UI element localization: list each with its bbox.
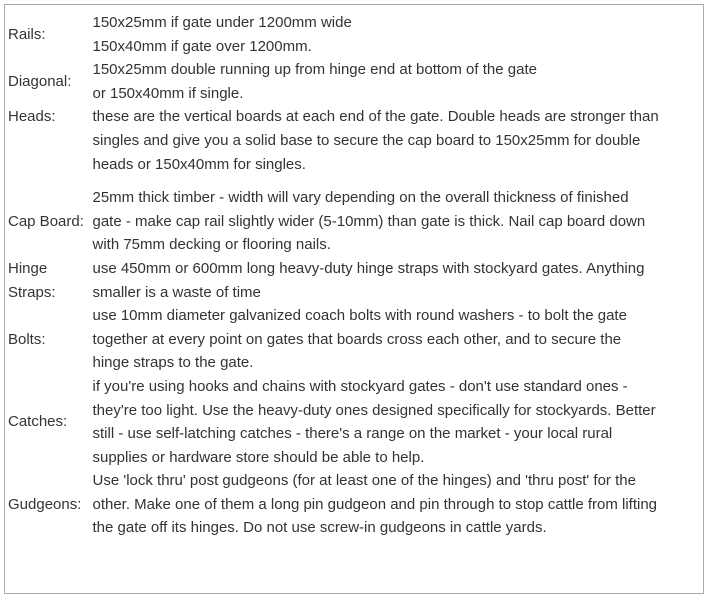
row-heads: [8, 105, 698, 176]
desc-line: supplies or hardware store should be able to help.: [92, 448, 425, 466]
desc-line: if you're using hooks and chains with stockyard gates - don't use standard ones -: [92, 377, 628, 395]
label-line: Hinge: [8, 259, 48, 277]
row-rails: [8, 11, 698, 58]
desc-line: 150x40mm if gate over 1200mm.: [92, 37, 312, 55]
desc-line: hinge straps to the gate.: [92, 354, 254, 372]
label-rails: Rails:: [8, 25, 46, 43]
label-catches: Catches:: [8, 413, 68, 431]
desc-line: heads or 150x40mm for singles.: [92, 155, 306, 173]
label-hinge-straps: [8, 257, 92, 304]
desc-line: 25mm thick timber - width will vary depending on the overall thickness of finished: [92, 189, 629, 207]
desc-diagonal: [92, 58, 698, 105]
row-bolts: [8, 304, 698, 375]
desc-rails: [92, 11, 698, 58]
row-catches: [8, 375, 698, 469]
desc-line: use 450mm or 600mm long heavy-duty hinge straps with stockyard gates. Anything: [92, 259, 645, 277]
row-hinge-straps: [8, 257, 698, 304]
desc-line: together at every point on gates that boards cross each other, and to secure the: [92, 330, 622, 348]
desc-line: singles and give you a solid base to secure the cap board to 150x25mm for double: [92, 131, 641, 149]
desc-line: gate - make cap rail slightly wider (5-10mm) than gate is thick. Nail cap board down: [92, 212, 646, 230]
desc-line: they're too light. Use the heavy-duty ones designed specifically for stockyards. Better: [92, 401, 656, 419]
label-bolts: Bolts:: [8, 330, 46, 348]
desc-line: or 150x40mm if single.: [92, 84, 244, 102]
spec-frame: [4, 4, 704, 594]
row-diagonal: [8, 58, 698, 105]
desc-line: other. Make one of them a long pin gudgeon and pin through to stop cattle from lifting: [92, 495, 658, 513]
desc-line: use 10mm diameter galvanized coach bolts with round washers - to bolt the gate: [92, 307, 627, 325]
label-line: Straps:: [8, 283, 56, 301]
row-gudgeons: [8, 469, 698, 540]
desc-line: 150x25mm double running up from hinge end at bottom of the gate: [92, 61, 537, 79]
desc-bolts: [92, 304, 698, 375]
desc-heads: [92, 105, 698, 176]
desc-hinge-straps: [92, 257, 698, 304]
desc-gudgeons: [92, 469, 698, 540]
label-gudgeons: Gudgeons:: [8, 495, 82, 513]
desc-line: the gate off its hinges. Do not use screw-in gudgeons in cattle yards.: [92, 519, 547, 537]
gate-materials-table: [8, 11, 698, 540]
row-cap-board: [8, 186, 698, 257]
desc-line: Use 'lock thru' post gudgeons (for at least one of the hinges) and 'thru post' for the: [92, 472, 636, 490]
desc-catches: [92, 375, 698, 469]
desc-line: still - use self-latching catches - there's a range on the market - your local rural: [92, 425, 613, 443]
desc-line: with 75mm decking or flooring nails.: [92, 236, 331, 254]
label-cap-board: Cap Board:: [8, 212, 84, 230]
label-diagonal: Diagonal:: [8, 72, 72, 90]
desc-line: these are the vertical boards at each end of the gate. Double heads are stronger than: [92, 108, 659, 126]
row-spacer: [8, 176, 698, 186]
desc-cap-board: [92, 186, 698, 257]
label-heads: Heads:: [8, 108, 56, 126]
desc-line: smaller is a waste of time: [92, 283, 261, 301]
desc-line: 150x25mm if gate under 1200mm wide: [92, 14, 352, 31]
